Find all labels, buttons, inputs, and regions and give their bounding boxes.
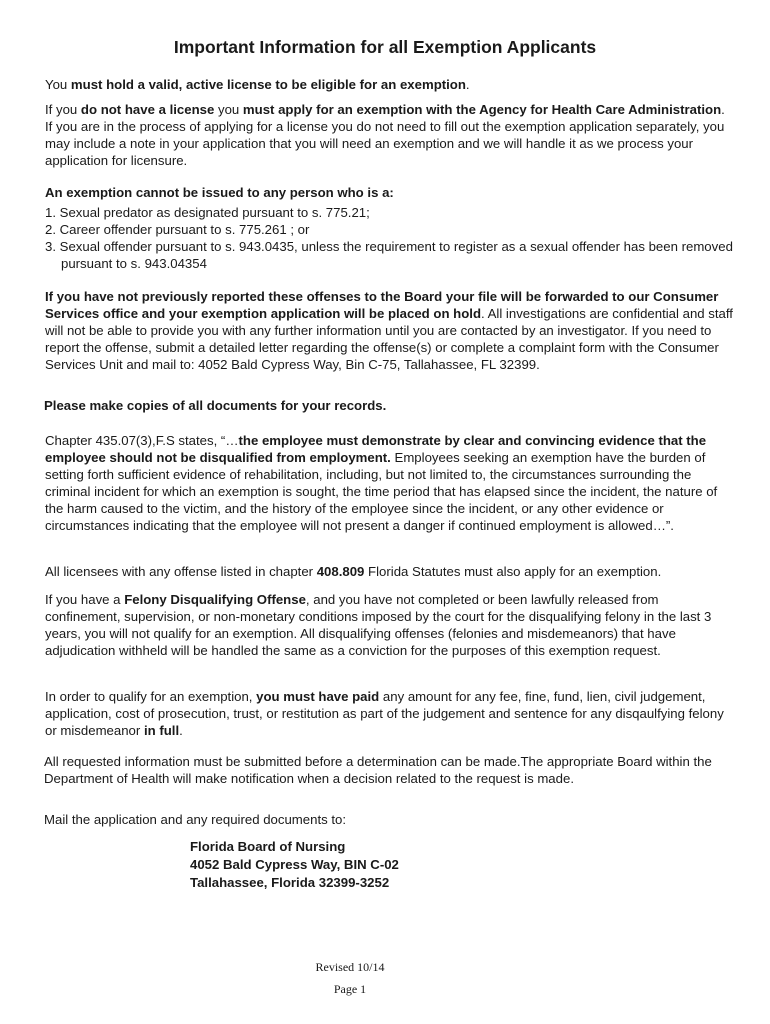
mail-instructions [44, 811, 734, 828]
bold-text-run: An exemption cannot be issued to any person who is a: [45, 185, 394, 200]
page-number: Page 1 [333, 982, 367, 996]
text-run: In order to qualify for an exemption, [45, 689, 257, 704]
bold-text-run: must apply for an exemption with the Agency for Health Care Administration [242, 102, 722, 117]
text-run: You [45, 77, 71, 92]
bold-text-run: must hold a valid, active license to be eligible for an exemption [70, 77, 466, 92]
bold-text-run: do not have a license [80, 102, 215, 117]
text-run: If you [45, 102, 81, 117]
text-run: Chapter 435.07(3),F.S states, “… [45, 433, 239, 448]
bold-text-run: Felony Disqualifying Offense [124, 592, 306, 607]
text-run: Mail the application and any required documents to: [44, 812, 347, 827]
reported-offenses-paragraph [45, 288, 735, 373]
license-requirement-paragraph [45, 76, 735, 93]
bold-text-run: If you have not previously reported these offenses to the Board your file will be forwarded to our Consumer Services office and your exemption application will be placed on hold [45, 289, 719, 321]
bold-text-run: you must have paid [256, 689, 380, 704]
text-run: . All investigations are confidential and staff will not be able to provide you with any further information until you are contacted by an investigator. If you need to report the offense, submit a detailed letter regarding the offense(s) or complete a complaint form with the Consumer Services Unit and mail to: 4052 Bald Cypress Way, Bin C-75, Tallahassee, FL 32399. [45, 306, 733, 372]
exemption-heading [45, 184, 735, 201]
text-run: All requested information must be submitted before a determination can be made.The appropriate Board within the Department of Health will make notification when a decision related to the request is made. [44, 754, 712, 786]
mailing-address [190, 838, 399, 892]
revision-note: Revised 10/14 [315, 960, 385, 974]
text-run: , and you have not completed or been lawfully released from confinement, supervision, or non-monetary conditions imposed by the court for the disqualifying felony in the last 3 years, you will not qualify for an exemption. All disqualifying offenses (felonies and misdemeanors) that have adjudication withheld will be handled the same as a conviction for the purposes of this exemption request. [45, 592, 712, 658]
exemption-list [45, 204, 735, 272]
bold-text-run: the employee must demonstrate by clear and convincing evidence that the employee should not be disqualified from employment. [45, 433, 707, 465]
address-line: Florida Board of Nursing [190, 839, 346, 854]
payment-paragraph [45, 688, 735, 739]
text-run: . [179, 723, 183, 738]
text-run: you [214, 102, 243, 117]
submission-paragraph [44, 753, 734, 787]
text-run: . If you are in the process of applying for a license you do not need to fill out the exemption application separately, you may include a note in your application that you will need an exemption and we will handle it as we process your application for licensure. [45, 102, 725, 168]
felony-paragraph [45, 591, 735, 659]
bold-text-run: 408.809 [316, 564, 365, 579]
text-run: If you have a [45, 592, 125, 607]
list-item: 1. Sexual predator as designated pursuant to s. 775.21; [45, 205, 370, 220]
text-run: any amount for any fee, fine, fund, lien, civil judgement, application, cost of prosecution, trust, or restitution as part of the judgement and sentence for any disqaulfying felony or misdemeanor [45, 689, 724, 738]
no-license-paragraph [45, 101, 735, 169]
text-run: Employees seeking an exemption have the burden of setting forth sufficient evidence of rehabilitation, including, but not limited to, the circumstances surrounding the criminal incident for which an exemption is sought, the time period that has elapsed since the incident, the nature of the harm caused to the victim, and the history of the employee since the incident, or any other evidence or circumstances indicating that the employee will not present a danger if continued employment is allowed…”. [45, 450, 718, 533]
list-item: 2. Career offender pursuant to s. 775.261 ; or [45, 222, 310, 237]
address-line: 4052 Bald Cypress Way, BIN C-02 [190, 857, 399, 872]
page-title: Important Information for all Exemption Applicants [173, 37, 597, 57]
list-item: 3. Sexual offender pursuant to s. 943.0435, unless the requirement to register as a sexual offender has been removed pursuant to s. 943.04354 [45, 239, 733, 271]
bold-text-run: Please make copies of all documents for your records. [44, 398, 387, 413]
chapter-paragraph [45, 432, 735, 534]
copies-note [44, 397, 734, 414]
bold-text-run: in full [143, 723, 180, 738]
text-run: All licensees with any offense listed in chapter [45, 564, 317, 579]
text-run: . [465, 77, 470, 92]
address-line: Tallahassee, Florida 32399-3252 [190, 875, 390, 890]
licensees-paragraph [45, 563, 735, 580]
text-run: Florida Statutes must also apply for an exemption. [364, 564, 662, 579]
